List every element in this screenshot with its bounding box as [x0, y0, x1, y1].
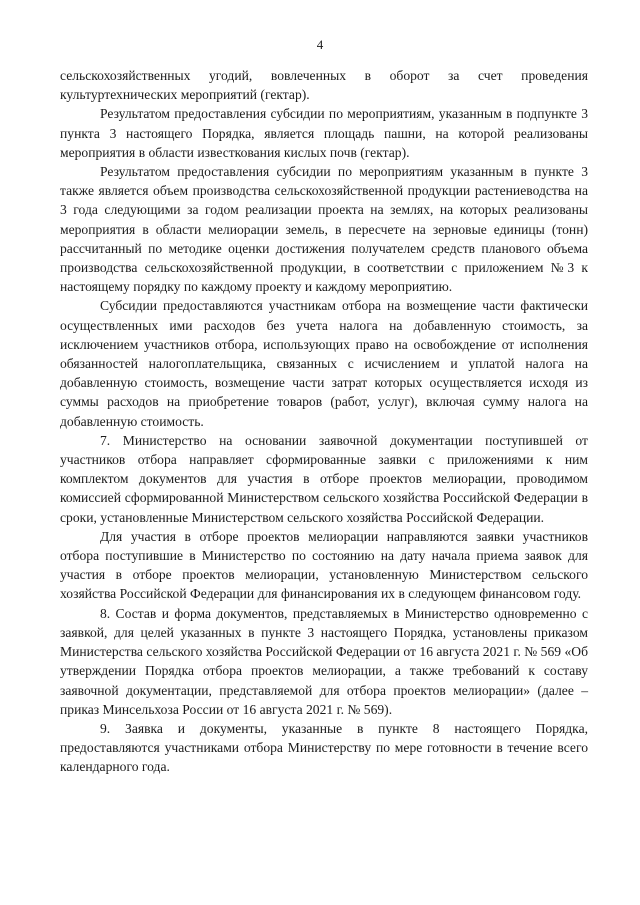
paragraph-continuation: сельскохозяйственных угодий, вовлеченных в оборот за счет проведения культуртехнических мероприятий (гектар). — [60, 68, 588, 103]
paragraph-result-production: Результатом предоставления субсидии по мероприятиям указанным в пункте 3 также является объем производства сельскохозяйственной продукции растениеводства на 3 года следующими за годом реализации проекта на землях, на которых реализованы мероприятия в области мелиорации земель, в пересчете на зерновые единицы (тонн) рассчитанный по методике оценки достижения получателем средств планового объема производства сельскохозяйственной продукции, в соответствии с приложением №3 к настоящему порядку по каждому проекту и каждому мероприятию. — [60, 164, 588, 295]
paragraph-item-8: 8. Состав и форма документов, представляемых в Министерство одновременно с заявкой, для целей указанных в пункте 3 настоящего Порядка, установлены приказом Министерства сельского хозяйства Российской Федерации от 16 августа 2021 г. № 569 «Об утверждении Порядка отбора проектов мелиорации, а также требований к составу заявочной документации, представляемой для отбора проектов мелиорации» (далее – приказ Минсельхоза России от 16 августа 2021 г. № 569). — [60, 605, 588, 717]
paragraph-item-7-applications: Для участия в отборе проектов мелиорации направляются заявки участников отбора поступившие в Министерство по состоянию на дату начала приема заявок для участия в отборе проектов мелиорации, установленную Министерством сельского хозяйства Российской Федерации для финансирования их в следующем финансовом году. — [60, 528, 588, 602]
paragraph-result-liming: Результатом предоставления субсидии по мероприятиям, указанным в подпункте 3 пункта 3 настоящего Порядка, является площадь пашни, на которой реализованы мероприятия в области известкования кислых почв (гектар). — [60, 106, 588, 160]
page-number: 4 — [316, 37, 324, 52]
paragraph-item-7: 7. Министерство на основании заявочной документации поступившей от участников отбора направляет сформированные заявки с приложениями к ним комплектом документов для участия в отборе проектов мелиорации, проводимом комиссией сформированной Министерством сельского хозяйства Российской Федерации в сроки, установленные Министерством сельского хозяйства Российской Федерации. — [60, 432, 588, 525]
paragraph-item-9: 9. Заявка и документы, указанные в пункте 8 настоящего Порядка, предоставляются участниками отбора Министерству по мере готовности в течение всего календарного года. — [60, 720, 588, 775]
paragraph-subsidy-reimbursement: Субсидии предоставляются участникам отбора на возмещение части фактически осуществленных ими расходов без учета налога на добавленную стоимость, за исключением участников отбора, использующих право на освобождение от исполнения обязанностей налогоплательщика, связанных с исчислением и уплатой налога на добавленную стоимость, возмещение части затрат которых осуществляется исходя из суммы расходов на приобретение товаров (работ, услуг), включая сумму налога на добавленную стоимость. — [60, 298, 588, 429]
document-body — [60, 66, 588, 777]
